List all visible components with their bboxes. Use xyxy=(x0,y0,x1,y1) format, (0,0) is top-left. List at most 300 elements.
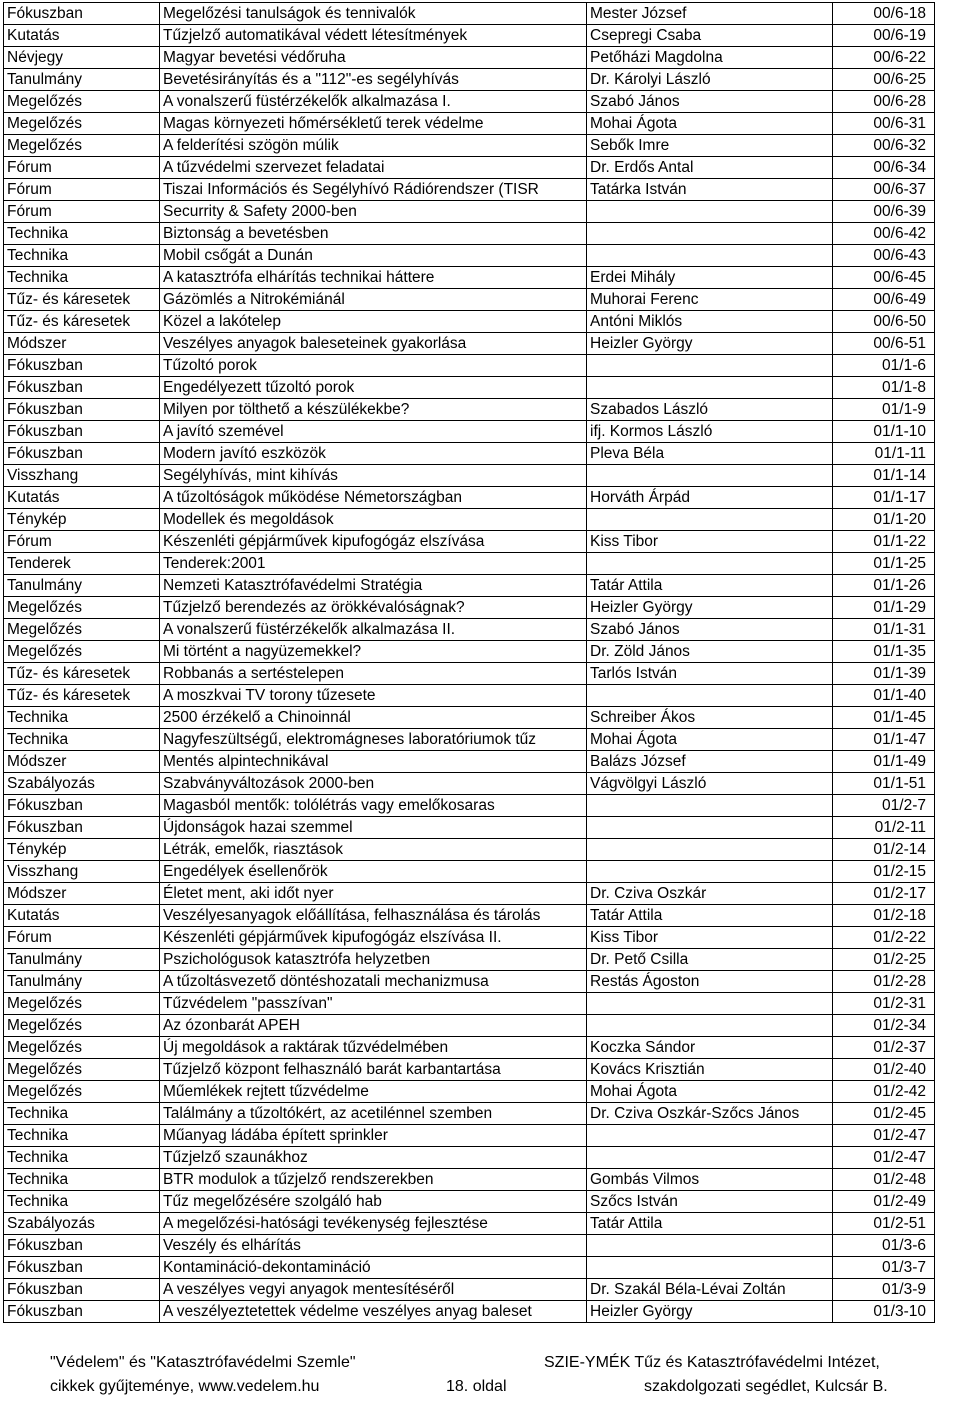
issue-cell: 01/1-31 xyxy=(833,619,935,641)
issue-cell: 01/1-26 xyxy=(833,575,935,597)
issue-cell: 01/1-20 xyxy=(833,509,935,531)
article-index-sheet xyxy=(3,2,934,1323)
issue-cell: 01/2-37 xyxy=(833,1037,935,1059)
title-cell: A tűzoltásvezető döntéshozatali mechanizmusa xyxy=(160,971,587,993)
issue-cell: 01/2-42 xyxy=(833,1081,935,1103)
issue-cell: 01/1-51 xyxy=(833,773,935,795)
issue-cell: 00/6-42 xyxy=(833,223,935,245)
issue-cell: 01/1-25 xyxy=(833,553,935,575)
table-row xyxy=(4,729,935,751)
table-row xyxy=(4,1279,935,1301)
author-cell: Mohai Ágota xyxy=(587,729,833,751)
author-cell: Dr. Cziva Oszkár xyxy=(587,883,833,905)
table-row xyxy=(4,69,935,91)
category-cell: Technika xyxy=(4,1147,160,1169)
author-cell: Tatárka István xyxy=(587,179,833,201)
table-row xyxy=(4,355,935,377)
title-cell: A javító szemével xyxy=(160,421,587,443)
author-cell xyxy=(587,993,833,1015)
table-row xyxy=(4,1213,935,1235)
table-row xyxy=(4,1191,935,1213)
category-cell: Szabályozás xyxy=(4,1213,160,1235)
table-row xyxy=(4,971,935,993)
table-row xyxy=(4,751,935,773)
author-cell xyxy=(587,223,833,245)
category-cell: Technika xyxy=(4,1169,160,1191)
title-cell: Műanyag ládába épített sprinkler xyxy=(160,1125,587,1147)
category-cell: Ténykép xyxy=(4,509,160,531)
table-row xyxy=(4,3,935,25)
issue-cell: 00/6-32 xyxy=(833,135,935,157)
issue-cell: 00/6-39 xyxy=(833,201,935,223)
author-cell: Csepregi Csaba xyxy=(587,25,833,47)
author-cell: Dr. Károlyi László xyxy=(587,69,833,91)
category-cell: Kutatás xyxy=(4,905,160,927)
author-cell xyxy=(587,1235,833,1257)
author-cell: Tatár Attila xyxy=(587,1213,833,1235)
author-cell: Vágvölgyi László xyxy=(587,773,833,795)
author-cell: Restás Ágoston xyxy=(587,971,833,993)
title-cell: A vonalszerű füstérzékelők alkalmazása II. xyxy=(160,619,587,641)
title-cell: Bevetésirányítás és a "112"-es segélyhívás xyxy=(160,69,587,91)
issue-cell: 01/1-6 xyxy=(833,355,935,377)
category-cell: Fókuszban xyxy=(4,1257,160,1279)
category-cell: Technika xyxy=(4,267,160,289)
title-cell: Nagyfeszültségű, elektromágneses laboratóriumok tűz xyxy=(160,729,587,751)
issue-cell: 01/1-14 xyxy=(833,465,935,487)
title-cell: Veszélyes anyagok baleseteinek gyakorlása xyxy=(160,333,587,355)
title-cell: A katasztrófa elhárítás technikai háttere xyxy=(160,267,587,289)
author-cell: Schreiber Ákos xyxy=(587,707,833,729)
title-cell: Tűzjelző szaunákhoz xyxy=(160,1147,587,1169)
table-row xyxy=(4,1103,935,1125)
issue-cell: 01/2-47 xyxy=(833,1125,935,1147)
author-cell xyxy=(587,553,833,575)
title-cell: Veszély és elhárítás xyxy=(160,1235,587,1257)
issue-cell: 01/1-49 xyxy=(833,751,935,773)
author-cell: Koczka Sándor xyxy=(587,1037,833,1059)
issue-cell: 00/6-25 xyxy=(833,69,935,91)
category-cell: Módszer xyxy=(4,883,160,905)
issue-cell: 01/3-7 xyxy=(833,1257,935,1279)
title-cell: Létrák, emelők, riasztások xyxy=(160,839,587,861)
table-row xyxy=(4,289,935,311)
title-cell: Szabványváltozások 2000-ben xyxy=(160,773,587,795)
table-row xyxy=(4,927,935,949)
author-cell: Muhorai Ferenc xyxy=(587,289,833,311)
author-cell: Pleva Béla xyxy=(587,443,833,465)
category-cell: Névjegy xyxy=(4,47,160,69)
title-cell: Magas környezeti hőmérsékletű terek védelme xyxy=(160,113,587,135)
author-cell xyxy=(587,1125,833,1147)
title-cell: Tiszai Információs és Segélyhívó Rádiórendszer (TISR xyxy=(160,179,587,201)
title-cell: Mobil csőgát a Dunán xyxy=(160,245,587,267)
article-index-body xyxy=(4,3,935,1323)
table-row xyxy=(4,1037,935,1059)
title-cell: Tűzoltó porok xyxy=(160,355,587,377)
category-cell: Tűz- és káresetek xyxy=(4,289,160,311)
category-cell: Visszhang xyxy=(4,465,160,487)
table-row xyxy=(4,1125,935,1147)
issue-cell: 01/1-22 xyxy=(833,531,935,553)
author-cell xyxy=(587,377,833,399)
issue-cell: 01/2-25 xyxy=(833,949,935,971)
author-cell: Tarlós István xyxy=(587,663,833,685)
author-cell: Gombás Vilmos xyxy=(587,1169,833,1191)
title-cell: Milyen por tölthető a készülékekbe? xyxy=(160,399,587,421)
issue-cell: 01/3-10 xyxy=(833,1301,935,1323)
author-cell: Heizler György xyxy=(587,597,833,619)
table-row xyxy=(4,47,935,69)
title-cell: Készenléti gépjárművek kipufogógáz elszívása II. xyxy=(160,927,587,949)
title-cell: Műemlékek rejtett tűzvédelme xyxy=(160,1081,587,1103)
table-row xyxy=(4,685,935,707)
table-row xyxy=(4,817,935,839)
table-row xyxy=(4,553,935,575)
title-cell: Magasból mentők: tolólétrás vagy emelőkosaras xyxy=(160,795,587,817)
title-cell: Veszélyesanyagok előállítása, felhasználása és tárolás xyxy=(160,905,587,927)
issue-cell: 00/6-49 xyxy=(833,289,935,311)
author-cell xyxy=(587,201,833,223)
issue-cell: 01/2-34 xyxy=(833,1015,935,1037)
category-cell: Kutatás xyxy=(4,487,160,509)
table-row xyxy=(4,1081,935,1103)
issue-cell: 01/2-11 xyxy=(833,817,935,839)
author-cell: ifj. Kormos László xyxy=(587,421,833,443)
title-cell: Tűz megelőzésére szolgáló hab xyxy=(160,1191,587,1213)
category-cell: Technika xyxy=(4,245,160,267)
author-cell: Petőházi Magdolna xyxy=(587,47,833,69)
category-cell: Technika xyxy=(4,1125,160,1147)
title-cell: Újdonságok hazai szemmel xyxy=(160,817,587,839)
issue-cell: 01/2-17 xyxy=(833,883,935,905)
title-cell: Tenderek:2001 xyxy=(160,553,587,575)
issue-cell: 01/1-17 xyxy=(833,487,935,509)
issue-cell: 00/6-18 xyxy=(833,3,935,25)
category-cell: Módszer xyxy=(4,333,160,355)
author-cell xyxy=(587,861,833,883)
table-row xyxy=(4,333,935,355)
table-row xyxy=(4,861,935,883)
table-row xyxy=(4,949,935,971)
category-cell: Tanulmány xyxy=(4,69,160,91)
category-cell: Ténykép xyxy=(4,839,160,861)
table-row xyxy=(4,113,935,135)
title-cell: Gázömlés a Nitrokémiánál xyxy=(160,289,587,311)
issue-cell: 01/1-11 xyxy=(833,443,935,465)
issue-cell: 01/2-51 xyxy=(833,1213,935,1235)
table-row xyxy=(4,91,935,113)
table-row xyxy=(4,773,935,795)
author-cell: Horváth Árpád xyxy=(587,487,833,509)
issue-cell: 00/6-31 xyxy=(833,113,935,135)
table-row xyxy=(4,575,935,597)
title-cell: Életet ment, aki időt nyer xyxy=(160,883,587,905)
category-cell: Tanulmány xyxy=(4,971,160,993)
category-cell: Technika xyxy=(4,1191,160,1213)
table-row xyxy=(4,531,935,553)
author-cell xyxy=(587,685,833,707)
issue-cell: 00/6-34 xyxy=(833,157,935,179)
author-cell xyxy=(587,509,833,531)
issue-cell: 01/2-15 xyxy=(833,861,935,883)
issue-cell: 01/1-40 xyxy=(833,685,935,707)
footer-publication: "Védelem" és "Katasztrófavédelmi Szemle" xyxy=(50,1354,356,1371)
title-cell: Új megoldások a raktárak tűzvédelmében xyxy=(160,1037,587,1059)
author-cell: Erdei Mihály xyxy=(587,267,833,289)
title-cell: Nemzeti Katasztrófavédelmi Stratégia xyxy=(160,575,587,597)
issue-cell: 01/1-47 xyxy=(833,729,935,751)
category-cell: Fókuszban xyxy=(4,443,160,465)
table-row xyxy=(4,597,935,619)
table-row xyxy=(4,1301,935,1323)
author-cell: Tatár Attila xyxy=(587,905,833,927)
title-cell: A tűzoltóságok működése Németországban xyxy=(160,487,587,509)
title-cell: Robbanás a sertéstelepen xyxy=(160,663,587,685)
table-row xyxy=(4,1147,935,1169)
issue-cell: 01/2-48 xyxy=(833,1169,935,1191)
table-row xyxy=(4,663,935,685)
issue-cell: 01/1-29 xyxy=(833,597,935,619)
author-cell: Dr. Pető Csilla xyxy=(587,949,833,971)
category-cell: Tűz- és káresetek xyxy=(4,311,160,333)
title-cell: Modern javító eszközök xyxy=(160,443,587,465)
author-cell: Heizler György xyxy=(587,1301,833,1323)
category-cell: Megelőzés xyxy=(4,619,160,641)
table-row xyxy=(4,245,935,267)
issue-cell: 00/6-22 xyxy=(833,47,935,69)
author-cell xyxy=(587,1147,833,1169)
title-cell: Segélyhívás, mint kihívás xyxy=(160,465,587,487)
table-row xyxy=(4,135,935,157)
article-index-table xyxy=(3,2,935,1323)
title-cell: Készenléti gépjárművek kipufogógáz elszívása xyxy=(160,531,587,553)
title-cell: Engedélyek ésellenőrök xyxy=(160,861,587,883)
footer-collection: cikkek gyűjteménye, www.vedelem.hu xyxy=(50,1378,320,1395)
table-row xyxy=(4,795,935,817)
category-cell: Fókuszban xyxy=(4,399,160,421)
category-cell: Fókuszban xyxy=(4,795,160,817)
issue-cell: 01/2-7 xyxy=(833,795,935,817)
issue-cell: 01/2-49 xyxy=(833,1191,935,1213)
category-cell: Fórum xyxy=(4,157,160,179)
title-cell: A megelőzési-hatósági tevékenység fejlesztése xyxy=(160,1213,587,1235)
category-cell: Technika xyxy=(4,729,160,751)
table-row xyxy=(4,1257,935,1279)
table-row xyxy=(4,443,935,465)
author-cell xyxy=(587,355,833,377)
author-cell: Sebők Imre xyxy=(587,135,833,157)
table-row xyxy=(4,839,935,861)
author-cell: Antóni Miklós xyxy=(587,311,833,333)
title-cell: Kontamináció-dekontamináció xyxy=(160,1257,587,1279)
category-cell: Fórum xyxy=(4,179,160,201)
category-cell: Megelőzés xyxy=(4,1015,160,1037)
table-row xyxy=(4,157,935,179)
category-cell: Fókuszban xyxy=(4,355,160,377)
table-row xyxy=(4,993,935,1015)
issue-cell: 00/6-45 xyxy=(833,267,935,289)
category-cell: Megelőzés xyxy=(4,641,160,663)
title-cell: A moszkvai TV torony tűzesete xyxy=(160,685,587,707)
author-cell: Szabó János xyxy=(587,91,833,113)
issue-cell: 01/3-6 xyxy=(833,1235,935,1257)
title-cell: Mi történt a nagyüzemekkel? xyxy=(160,641,587,663)
issue-cell: 01/2-28 xyxy=(833,971,935,993)
table-row xyxy=(4,179,935,201)
footer-author: szakdolgozati segédlet, Kulcsár B. xyxy=(644,1378,888,1395)
title-cell: Tűzjelző központ felhasználó barát karbantartása xyxy=(160,1059,587,1081)
category-cell: Módszer xyxy=(4,751,160,773)
title-cell: Engedélyezett tűzoltó porok xyxy=(160,377,587,399)
author-cell xyxy=(587,465,833,487)
author-cell xyxy=(587,1015,833,1037)
category-cell: Megelőzés xyxy=(4,135,160,157)
issue-cell: 00/6-43 xyxy=(833,245,935,267)
author-cell: Szabó János xyxy=(587,619,833,641)
issue-cell: 00/6-37 xyxy=(833,179,935,201)
title-cell: A vonalszerű füstérzékelők alkalmazása I. xyxy=(160,91,587,113)
table-row xyxy=(4,619,935,641)
issue-cell: 01/1-39 xyxy=(833,663,935,685)
author-cell: Tatár Attila xyxy=(587,575,833,597)
table-row xyxy=(4,223,935,245)
table-row xyxy=(4,707,935,729)
issue-cell: 01/3-9 xyxy=(833,1279,935,1301)
table-row xyxy=(4,311,935,333)
title-cell: A tűzvédelmi szervezet feladatai xyxy=(160,157,587,179)
table-row xyxy=(4,1235,935,1257)
title-cell: Securrity & Safety 2000-ben xyxy=(160,201,587,223)
author-cell xyxy=(587,817,833,839)
title-cell: A veszélyes vegyi anyagok mentesítéséről xyxy=(160,1279,587,1301)
title-cell: Találmány a tűzoltókért, az acetilénnel szemben xyxy=(160,1103,587,1125)
author-cell xyxy=(587,795,833,817)
title-cell: Biztonság a bevetésben xyxy=(160,223,587,245)
author-cell: Dr. Erdős Antal xyxy=(587,157,833,179)
issue-cell: 01/1-45 xyxy=(833,707,935,729)
author-cell xyxy=(587,1257,833,1279)
issue-cell: 01/2-14 xyxy=(833,839,935,861)
table-row xyxy=(4,487,935,509)
table-row xyxy=(4,267,935,289)
category-cell: Tűz- és káresetek xyxy=(4,663,160,685)
title-cell: Mentés alpintechnikával xyxy=(160,751,587,773)
title-cell: Az ózonbarát APEH xyxy=(160,1015,587,1037)
category-cell: Tanulmány xyxy=(4,575,160,597)
issue-cell: 00/6-50 xyxy=(833,311,935,333)
table-row xyxy=(4,421,935,443)
issue-cell: 01/1-35 xyxy=(833,641,935,663)
author-cell xyxy=(587,245,833,267)
category-cell: Fókuszban xyxy=(4,3,160,25)
author-cell: Szőcs István xyxy=(587,1191,833,1213)
table-row xyxy=(4,465,935,487)
category-cell: Megelőzés xyxy=(4,597,160,619)
title-cell: Pszichológusok katasztrófa helyzetben xyxy=(160,949,587,971)
issue-cell: 01/1-10 xyxy=(833,421,935,443)
author-cell: Kovács Krisztián xyxy=(587,1059,833,1081)
title-cell: Tűzvédelem "passzívan" xyxy=(160,993,587,1015)
issue-cell: 01/2-18 xyxy=(833,905,935,927)
issue-cell: 00/6-19 xyxy=(833,25,935,47)
title-cell: A felderítési szögön múlik xyxy=(160,135,587,157)
category-cell: Technika xyxy=(4,707,160,729)
issue-cell: 01/1-8 xyxy=(833,377,935,399)
category-cell: Tenderek xyxy=(4,553,160,575)
category-cell: Szabályozás xyxy=(4,773,160,795)
author-cell: Dr. Cziva Oszkár-Szőcs János xyxy=(587,1103,833,1125)
issue-cell: 01/2-31 xyxy=(833,993,935,1015)
issue-cell: 01/2-40 xyxy=(833,1059,935,1081)
category-cell: Technika xyxy=(4,223,160,245)
title-cell: A veszélyeztetettek védelme veszélyes anyag baleset xyxy=(160,1301,587,1323)
category-cell: Megelőzés xyxy=(4,1059,160,1081)
category-cell: Tűz- és káresetek xyxy=(4,685,160,707)
table-row xyxy=(4,25,935,47)
table-row xyxy=(4,1015,935,1037)
author-cell: Balázs József xyxy=(587,751,833,773)
author-cell: Szabados László xyxy=(587,399,833,421)
author-cell: Heizler György xyxy=(587,333,833,355)
table-row xyxy=(4,399,935,421)
category-cell: Megelőzés xyxy=(4,1037,160,1059)
category-cell: Fórum xyxy=(4,201,160,223)
author-cell: Mester József xyxy=(587,3,833,25)
table-row xyxy=(4,641,935,663)
category-cell: Fókuszban xyxy=(4,421,160,443)
author-cell: Dr. Szakál Béla-Lévai Zoltán xyxy=(587,1279,833,1301)
table-row xyxy=(4,883,935,905)
category-cell: Fókuszban xyxy=(4,817,160,839)
author-cell xyxy=(587,839,833,861)
table-row xyxy=(4,201,935,223)
title-cell: Modellek és megoldások xyxy=(160,509,587,531)
issue-cell: 00/6-51 xyxy=(833,333,935,355)
table-row xyxy=(4,509,935,531)
author-cell: Kiss Tibor xyxy=(587,531,833,553)
author-cell: Mohai Ágota xyxy=(587,113,833,135)
table-row xyxy=(4,1059,935,1081)
title-cell: Közel a lakótelep xyxy=(160,311,587,333)
category-cell: Fórum xyxy=(4,531,160,553)
issue-cell: 01/2-47 xyxy=(833,1147,935,1169)
title-cell: BTR modulok a tűzjelző rendszerekben xyxy=(160,1169,587,1191)
category-cell: Fókuszban xyxy=(4,1301,160,1323)
table-row xyxy=(4,905,935,927)
issue-cell: 01/2-22 xyxy=(833,927,935,949)
category-cell: Kutatás xyxy=(4,25,160,47)
category-cell: Visszhang xyxy=(4,861,160,883)
title-cell: 2500 érzékelő a Chinoinnál xyxy=(160,707,587,729)
title-cell: Tűzjelző automatikával védett létesítmények xyxy=(160,25,587,47)
author-cell: Kiss Tibor xyxy=(587,927,833,949)
category-cell: Fókuszban xyxy=(4,1235,160,1257)
table-row xyxy=(4,377,935,399)
category-cell: Fórum xyxy=(4,927,160,949)
issue-cell: 01/1-9 xyxy=(833,399,935,421)
category-cell: Fókuszban xyxy=(4,377,160,399)
footer-page-number: 18. oldal xyxy=(446,1378,507,1395)
author-cell: Mohai Ágota xyxy=(587,1081,833,1103)
issue-cell: 00/6-28 xyxy=(833,91,935,113)
author-cell: Dr. Zöld János xyxy=(587,641,833,663)
category-cell: Megelőzés xyxy=(4,1081,160,1103)
category-cell: Megelőzés xyxy=(4,113,160,135)
table-row xyxy=(4,1169,935,1191)
category-cell: Tanulmány xyxy=(4,949,160,971)
footer-institute: SZIE-YMÉK Tűz és Katasztrófavédelmi Intézet, xyxy=(544,1354,880,1371)
